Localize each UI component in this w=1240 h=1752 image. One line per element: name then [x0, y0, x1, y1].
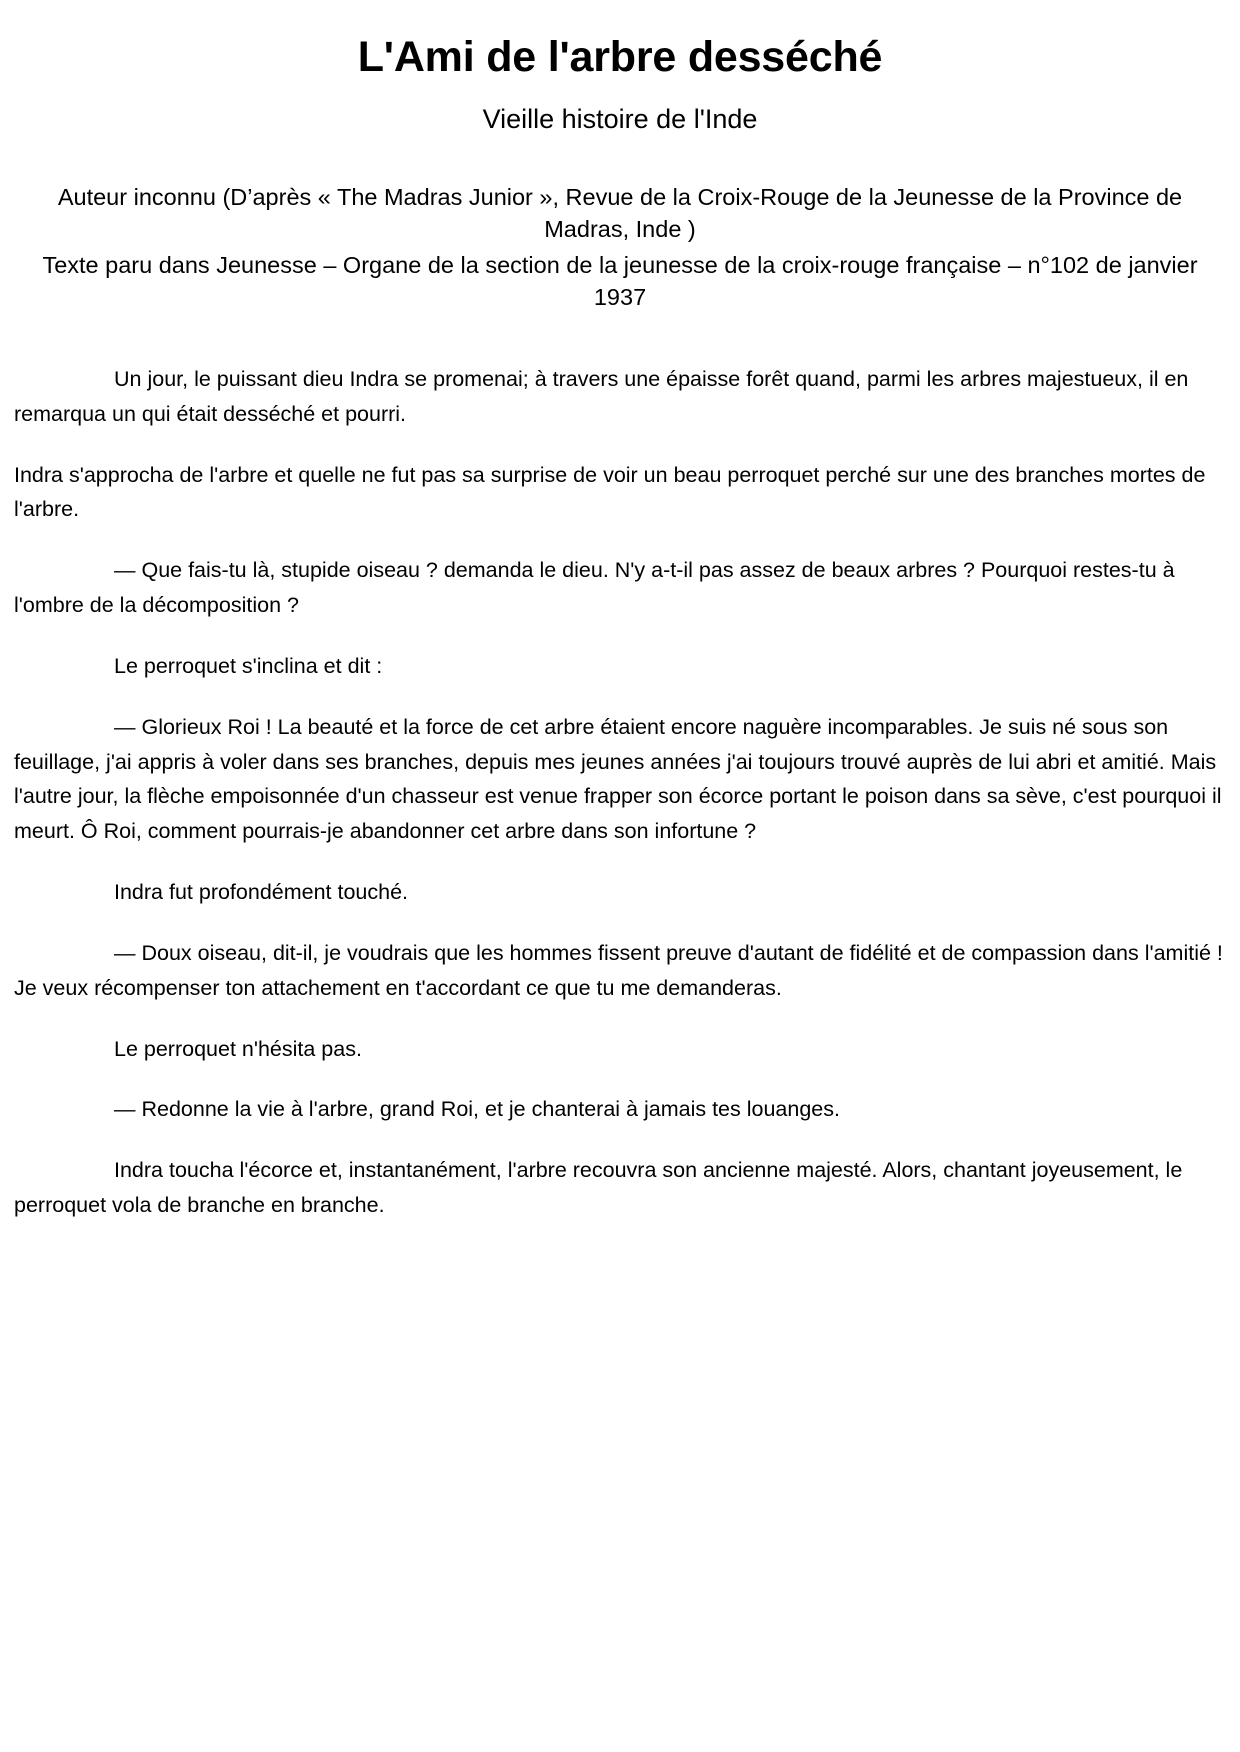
story-paragraph: Le perroquet n'hésita pas.	[114, 1036, 362, 1061]
page-title: L'Ami de l'arbre desséché	[357, 33, 883, 81]
story-paragraph: Indra fut profondément touché.	[114, 880, 409, 905]
credits-block	[12, 182, 1228, 314]
credit-line-publication: Texte paru dans Jeunesse – Organe de la section de la jeunesse de la croix-rouge française – n°102 de janvier 1937	[42, 252, 1198, 310]
story-body	[12, 362, 1228, 1223]
story-paragraph: — Glorieux Roi ! La beauté et la force de cet arbre étaient encore naguère incomparables. Je suis né sous son feuillage, j'ai appris à voler dans ses branches, depuis mes jeunes années j'ai toujours trouvé auprès de lui abri et amitié. Mais l'autre jour, la flèche empoisonnée d'un chasseur est venue frapper son écorce portant le poison dans sa sève, c'est pourquoi il meurt. Ô Roi, comment pourrais-je abandonner cet arbre dans son infortune ?	[14, 714, 1228, 844]
story-paragraph: — Que fais-tu là, stupide oiseau ? demanda le dieu. N'y a-t-il pas assez de beaux arbres ? Pourquoi restes-tu à l'ombre de la décomposition ?	[14, 558, 1181, 618]
story-paragraph: Un jour, le puissant dieu Indra se promenai; à travers une épaisse forêt quand, parmi les arbres majestueux, il en remarqua un qui était desséché et pourri.	[14, 366, 1195, 426]
story-paragraph: — Redonne la vie à l'arbre, grand Roi, et je chanterai à jamais tes louanges.	[114, 1097, 840, 1122]
story-paragraph: Le perroquet s'inclina et dit :	[114, 653, 383, 678]
story-paragraph: Indra s'approcha de l'arbre et quelle ne fut pas sa surprise de voir un beau perroquet perché sur une des branches mortes de l'arbre.	[14, 462, 1212, 522]
story-paragraph: Indra toucha l'écorce et, instantanément, l'arbre recouvra son ancienne majesté. Alors, chantant joyeusement, le perroquet vola de branche en branche.	[14, 1158, 1189, 1218]
page-subtitle: Vieille histoire de l'Inde	[482, 103, 758, 134]
credit-line-author: Auteur inconnu (D’après « The Madras Junior », Revue de la Croix-Rouge de la Jeunesse de la Province de Madras, Inde )	[57, 184, 1183, 243]
story-paragraph: — Doux oiseau, dit-il, je voudrais que les hommes fissent preuve d'autant de fidélité et de compassion dans l'amitié ! Je veux récompenser ton attachement en t'accordant ce que tu me demanderas.	[14, 940, 1229, 1000]
